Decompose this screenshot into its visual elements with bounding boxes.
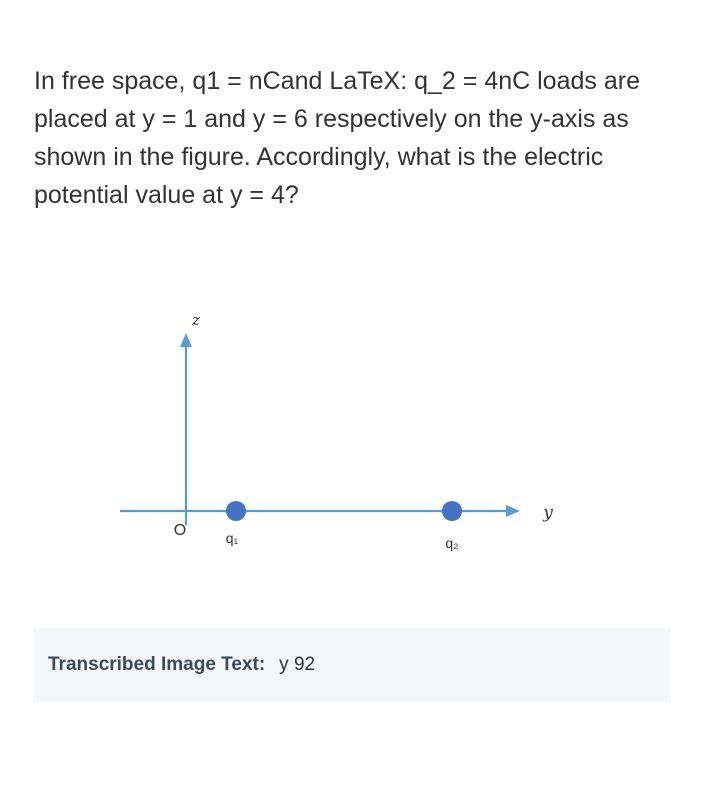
question-text: In free space, q1 = nCand LaTeX: q_2 = 4nC loads are placed at y = 1 and y = 6 respectively on the y-axis as shown in the figure. Accordingly, what is the electric potential value at y = 4? (34, 67, 640, 209)
transcribed-content: y 92 (279, 654, 316, 675)
z-axis-label: z (192, 311, 200, 329)
charge-q1 (226, 501, 246, 521)
charge-figure (100, 290, 600, 580)
axes-diagram (100, 290, 600, 580)
q1-label: q₁ (225, 530, 239, 546)
transcribed-text-box (33, 628, 671, 702)
z-axis-arrowhead (180, 333, 192, 347)
y-axis-label: y (543, 503, 553, 523)
y-axis-arrowhead (506, 505, 520, 517)
origin-label: O (173, 522, 187, 539)
q2-label: q₂ (445, 535, 459, 551)
charge-q2 (442, 501, 462, 521)
transcribed-label: Transcribed Image Text: (48, 654, 266, 675)
